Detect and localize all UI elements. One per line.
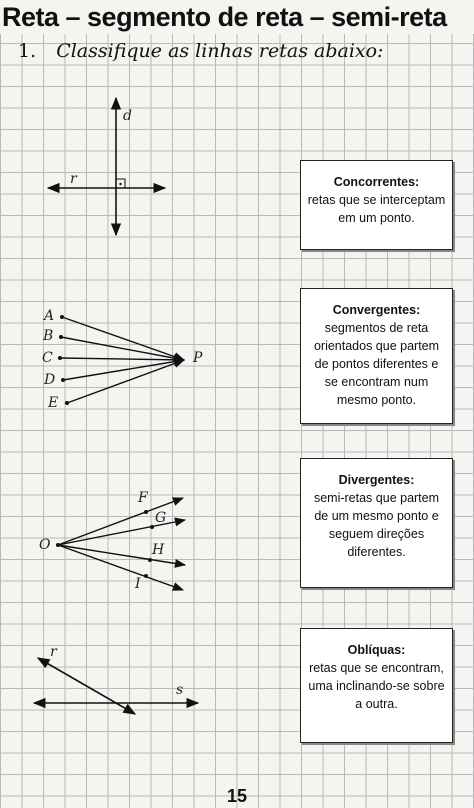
definition-body: segmentos de reta orientados que partem de pontos diferentes e se encontram num mesmo ponto. (313, 321, 440, 407)
segment-e (67, 360, 184, 403)
concurrent-lines-figure (48, 98, 165, 235)
point-g (150, 525, 154, 529)
label-b: B (43, 328, 54, 344)
segment-a (62, 317, 184, 360)
definition-box-convergentes: Convergentes: segmentos de reta orientados que partem de pontos diferentes e se encontram num mesmo ponto. (300, 288, 453, 424)
oblique-lines-figure (34, 644, 198, 714)
definition-box-concorrentes: Concorrentes: retas que se interceptam em um ponto. (300, 160, 453, 250)
label-p: P (193, 350, 203, 366)
segment-b (61, 337, 184, 360)
point-b (59, 335, 63, 339)
label-f: F (138, 490, 148, 506)
exercise-number: 1. (18, 40, 37, 62)
definition-head: Convergentes (332, 303, 417, 317)
label-d-point: D (44, 372, 56, 388)
exercise-text: Classifique as linhas retas abaixo: (56, 40, 384, 62)
label-d: d (123, 108, 132, 124)
point-e (65, 401, 69, 405)
definition-body: retas que se interceptam em um ponto. (307, 193, 446, 225)
definition-body: semi-retas que partem de um mesmo ponto e seguem direções diferentes. (313, 491, 440, 559)
page-title: Reta – segmento de reta – semi-reta (0, 0, 474, 34)
point-f (144, 510, 148, 514)
definition-head: Concorrentes (333, 175, 416, 189)
label-h: H (152, 542, 165, 558)
label-r: r (70, 171, 77, 187)
convergent-segments-figure (42, 308, 203, 411)
point-a (60, 315, 64, 319)
label-a: A (44, 308, 55, 324)
ray-i (58, 545, 183, 590)
label-e: E (48, 395, 59, 411)
label-s: s (176, 682, 184, 698)
divergent-rays-figure (39, 490, 185, 592)
label-g: G (155, 510, 167, 526)
line-r-oblique (38, 658, 135, 714)
point-c (58, 356, 62, 360)
point-i (144, 574, 148, 578)
point-d (61, 378, 65, 382)
ray-h (58, 545, 185, 565)
definition-box-obliquas: Oblíquas: retas que se encontram, uma inclinando-se sobre a outra. (300, 628, 453, 743)
label-c: C (42, 350, 53, 366)
label-o: O (39, 537, 51, 553)
segment-d (63, 360, 184, 380)
page-number: 15 (226, 786, 248, 806)
definition-head: Oblíquas (347, 643, 402, 657)
intersection-dot (119, 183, 121, 185)
definition-head: Divergentes (338, 473, 411, 487)
definition-box-divergentes: Divergentes: semi-retas que partem de um mesmo ponto e seguem direções diferentes. (300, 458, 453, 588)
point-o (56, 543, 60, 547)
label-r-oblique: r (50, 644, 57, 660)
label-i: I (135, 576, 141, 592)
definition-body: retas que se encontram, uma inclinando-se sobre a outra. (308, 661, 445, 711)
point-h (148, 558, 152, 562)
segment-c (60, 358, 184, 360)
